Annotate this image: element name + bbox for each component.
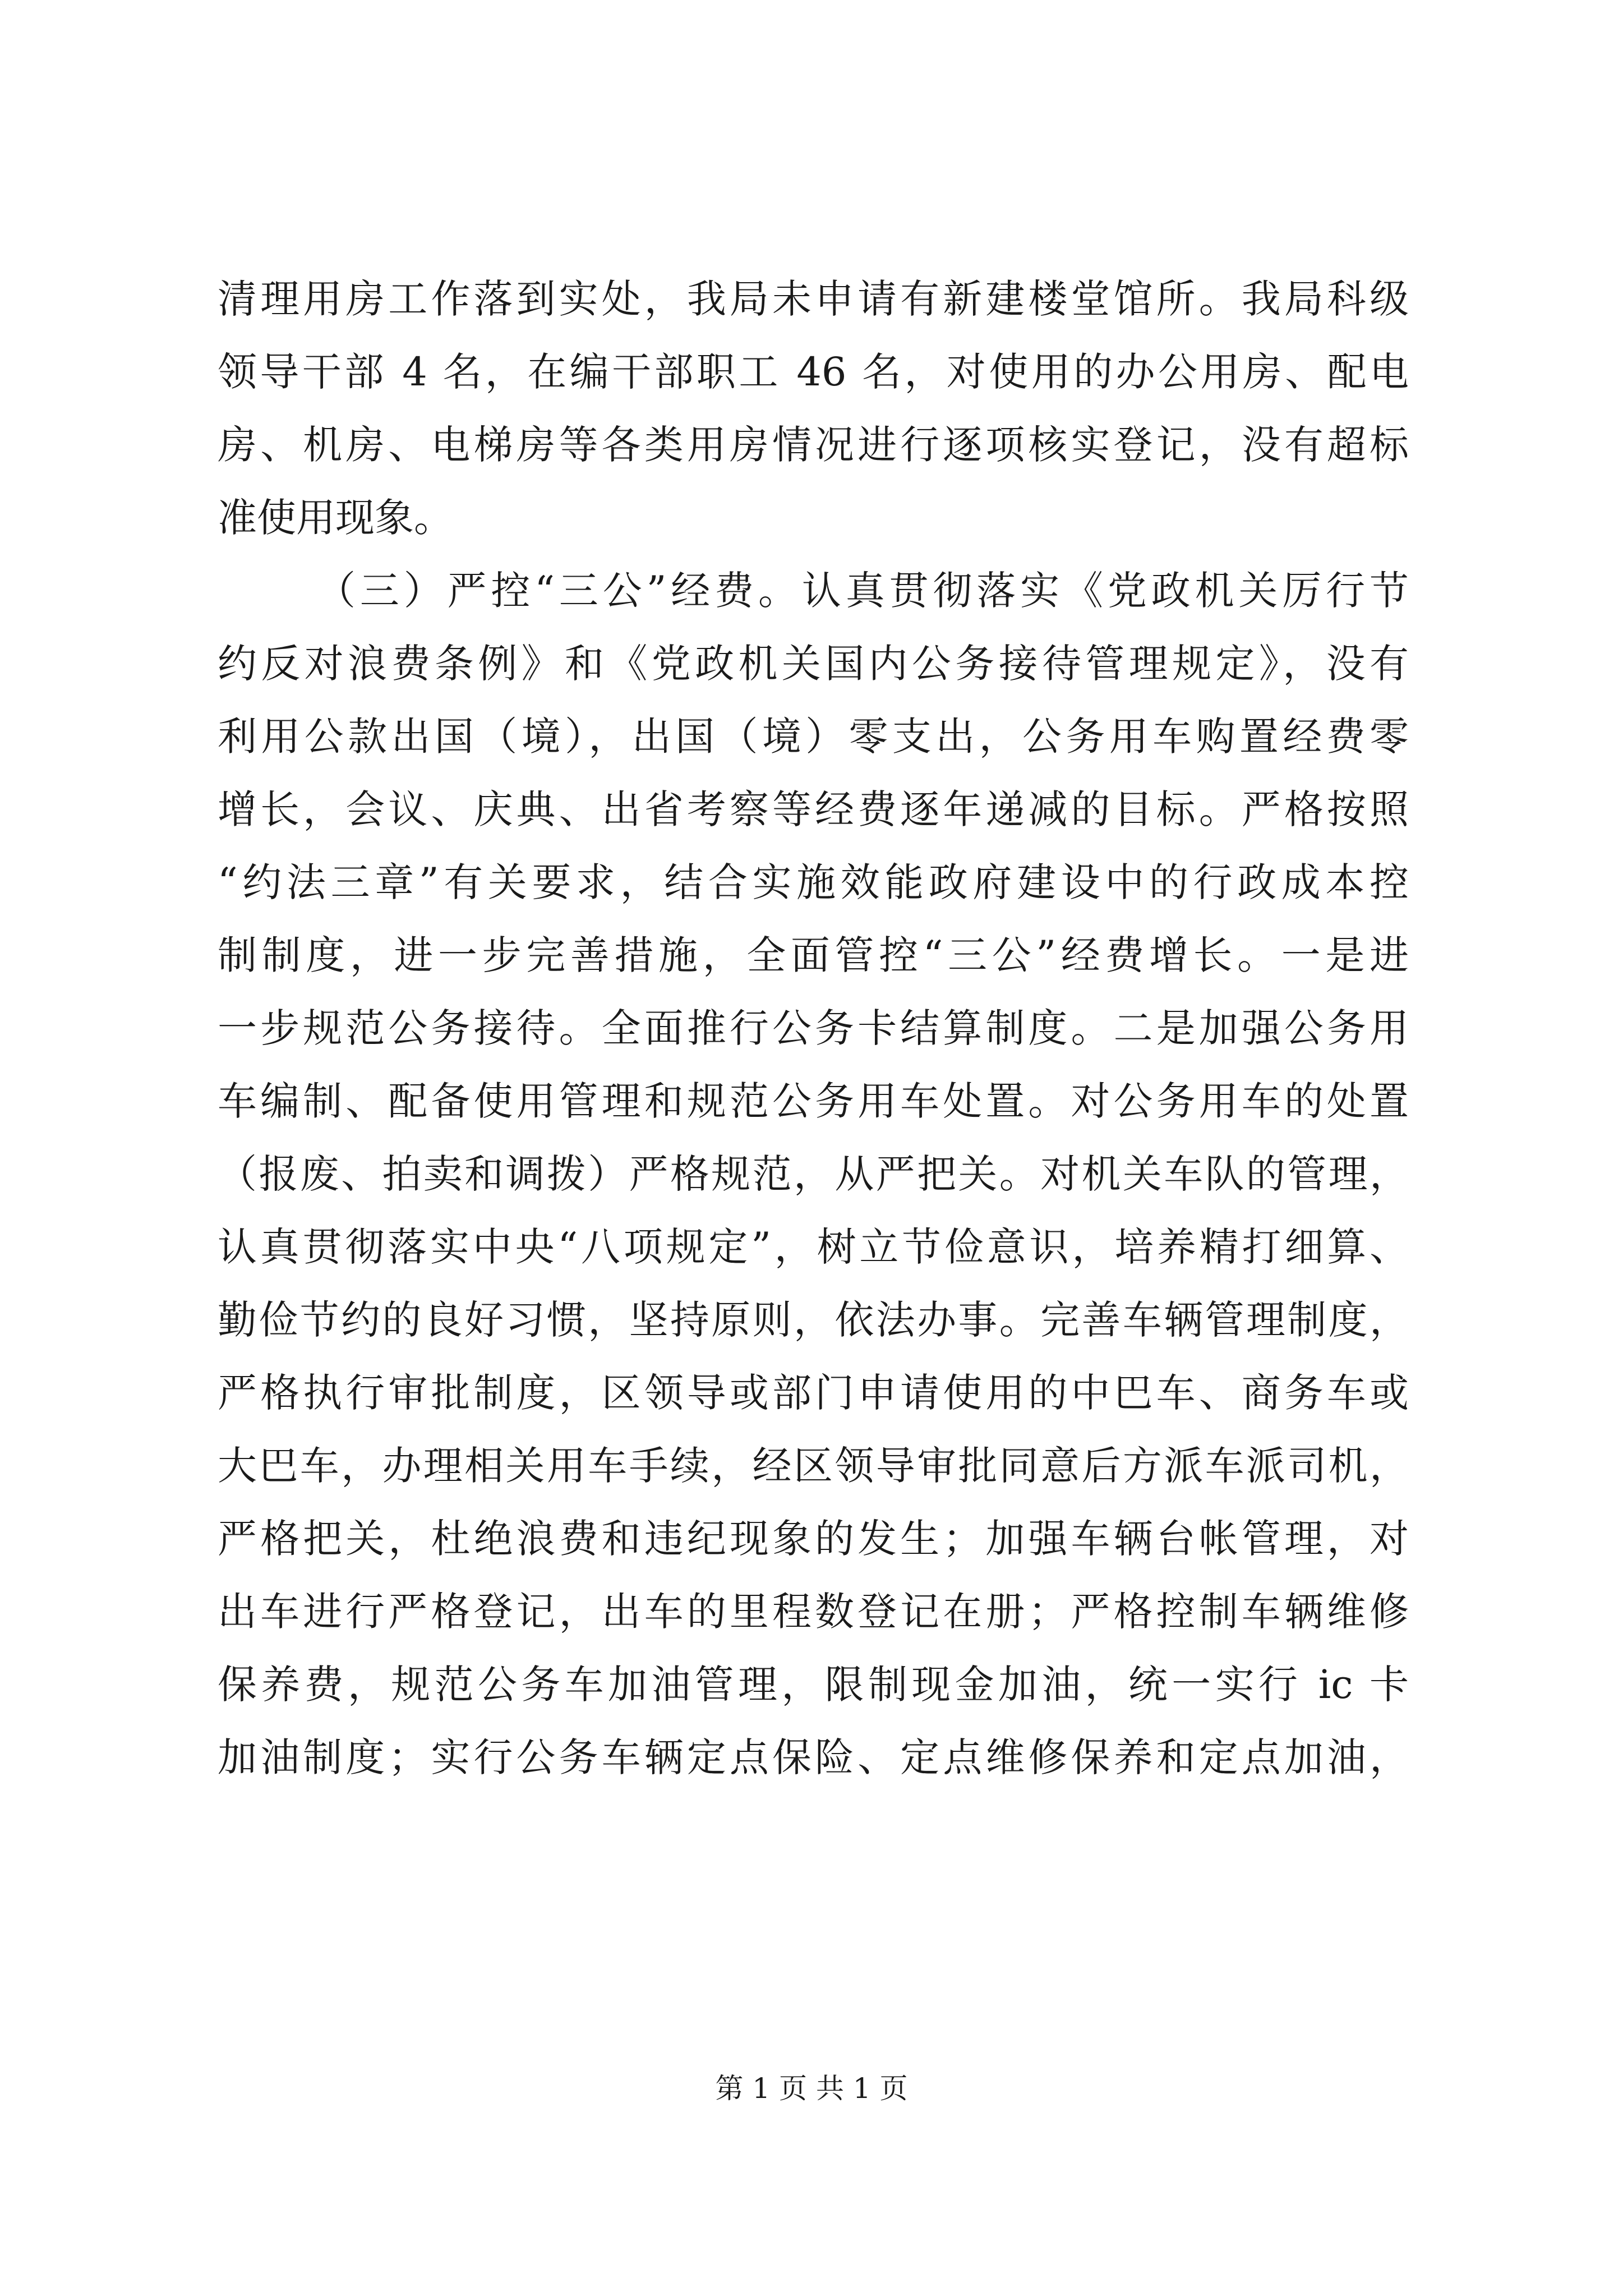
text-line: 领导干部 4 名，在编干部职工 46 名，对使用的办公用房、配电 <box>218 349 1409 395</box>
text-line: 一步规范公务接待。全面推行公务卡结算制度。二是加强公务用 <box>218 1005 1409 1051</box>
text-line: 加油制度；实行公务车辆定点保险、定点维修保养和定点加油， <box>218 1734 1409 1780</box>
text-line: 车编制、配备使用管理和规范公务用车处置。对公务用车的处置 <box>218 1078 1409 1124</box>
text-line: 出车进行严格登记，出车的里程数登记在册；严格控制车辆维修 <box>218 1589 1409 1635</box>
text-line: 约反对浪费条例》和《党政机关国内公务接待管理规定》，没有 <box>218 641 1409 687</box>
text-line: 房、机房、电梯房等各类用房情况进行逐项核实登记，没有超标 <box>218 422 1409 468</box>
text-line: 清理用房工作落到实处，我局未申请有新建楼堂馆所。我局科级 <box>218 276 1409 322</box>
text-line: （报废、拍卖和调拨）严格规范，从严把关。对机关车队的管理， <box>218 1151 1409 1197</box>
text-line: 利用公款出国（境），出国（境）零支出，公务用车购置经费零 <box>218 714 1409 760</box>
text-line: 认真贯彻落实中央“八项规定”，树立节俭意识，培养精打细算、 <box>218 1224 1409 1270</box>
text-line: 增长，会议、庆典、出省考察等经费逐年递减的目标。严格按照 <box>218 786 1409 832</box>
text-line: 准使用现象。 <box>218 495 453 541</box>
text-line: 严格把关，杜绝浪费和违纪现象的发生；加强车辆台帐管理，对 <box>218 1516 1409 1562</box>
text-line: 大巴车，办理相关用车手续，经区领导审批同意后方派车派司机， <box>218 1443 1409 1489</box>
text-line: “约法三章”有关要求，结合实施效能政府建设中的行政成本控 <box>218 859 1409 905</box>
text-line: 保养费，规范公务车加油管理，限制现金加油，统一实行 ic 卡 <box>218 1662 1409 1708</box>
text-line: 严格执行审批制度，区领导或部门申请使用的中巴车、商务车或 <box>218 1370 1409 1416</box>
text-line: 勤俭节约的良好习惯，坚持原则，依法办事。完善车辆管理制度， <box>218 1297 1409 1343</box>
section-heading-line: （三）严控“三公”经费。认真贯彻落实《党政机关厉行节 <box>316 568 1409 614</box>
page-number-footer: 第 1 页 共 1 页 <box>715 2072 908 2105</box>
text-line: 制制度，进一步完善措施，全面管控“三公”经费增长。一是进 <box>218 932 1409 978</box>
